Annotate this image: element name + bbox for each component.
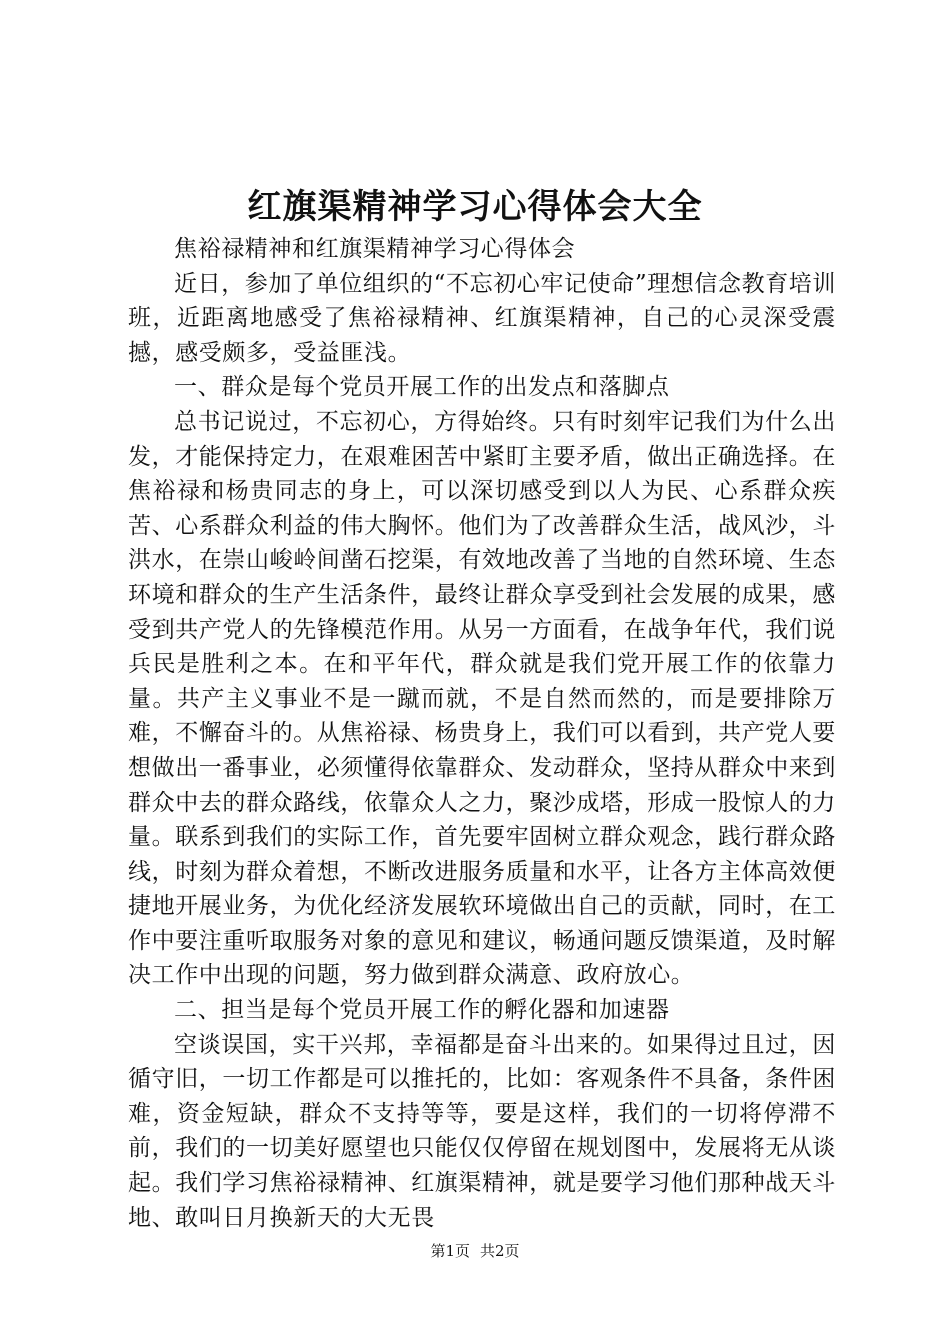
document-title: 红旗渠精神学习心得体会大全 — [247, 187, 703, 227]
page-number-total: 共2页 — [480, 1242, 520, 1260]
section-1-paragraph: 总书记说过，不忘初心，方得始终。只有时刻牢记我们为什么出发，才能保持定力，在艰难困苦中紧盯主要矛盾，做出正确选择。在焦裕禄和杨贵同志的身上，可以深切感受到以人为民、心系群众疾苦、心系群众利益的伟大胸怀。他们为了改善群众生活，战风沙，斗洪水，在崇山峻岭间凿石挖渠，有效地改善了当地的自然环境、生态环境和群众的生产生活条件，最终让群众享受到社会发展的成果，感受到共产党人的先锋模范作用。从另一方面看，在战争年代，我们说兵民是胜利之本。在和平年代，群众就是我们党开展工作的依靠力量。共产主义事业不是一蹴而就，不是自然而然的，而是要排除万难，不懈奋斗的。从焦裕禄、杨贵身上，我们可以看到，共产党人要想做出一番事业，必须懂得依靠群众、发动群众，坚持从群众中来到群众中去的群众路线，依靠众人之力，聚沙成塔，形成一股惊人的力量。联系到我们的实际工作，首先要牢固树立群众观念，践行群众路线，时刻为群众着想，不断改进服务质量和水平，让各方主体高效便捷地开展业务，为优化经济发展软环境做出自己的贡献，同时，在工作中要注重听取服务对象的意见和建议，畅通问题反馈渠道，及时解决工作中出现的问题，努力做到群众满意、政府放心。 — [128, 408, 836, 989]
intro-paragraph: 近日，参加了单位组织的“不忘初心牢记使命”理想信念教育培训班，近距离地感受了焦裕禄精神、红旗渠精神，自己的心灵深受震撼，感受颇多，受益匪浅。 — [128, 270, 836, 366]
document-body — [128, 232, 836, 1235]
section-heading-1: 一、群众是每个党员开展工作的出发点和落脚点 — [174, 374, 670, 401]
page-footer — [0, 1240, 950, 1262]
subtitle-paragraph: 焦裕禄精神和红旗渠精神学习心得体会 — [174, 236, 576, 262]
section-2-paragraph: 空谈误国，实干兴邦，幸福都是奋斗出来的。如果得过且过，因循守旧，一切工作都是可以推托的，比如：客观条件不具备，条件困难，资金短缺，群众不支持等等，要是这样，我们的一切将停滞不前，我们的一切美好愿望也只能仅仅停留在规划图中，发展将无从谈起。我们学习焦裕禄精神、红旗渠精神，就是要学习他们那种战天斗地、敢叫日月换新天的大无畏 — [128, 1031, 836, 1231]
page-number-current: 第1页 — [430, 1242, 470, 1260]
section-heading-2: 二、担当是每个党员开展工作的孵化器和加速器 — [174, 997, 670, 1024]
